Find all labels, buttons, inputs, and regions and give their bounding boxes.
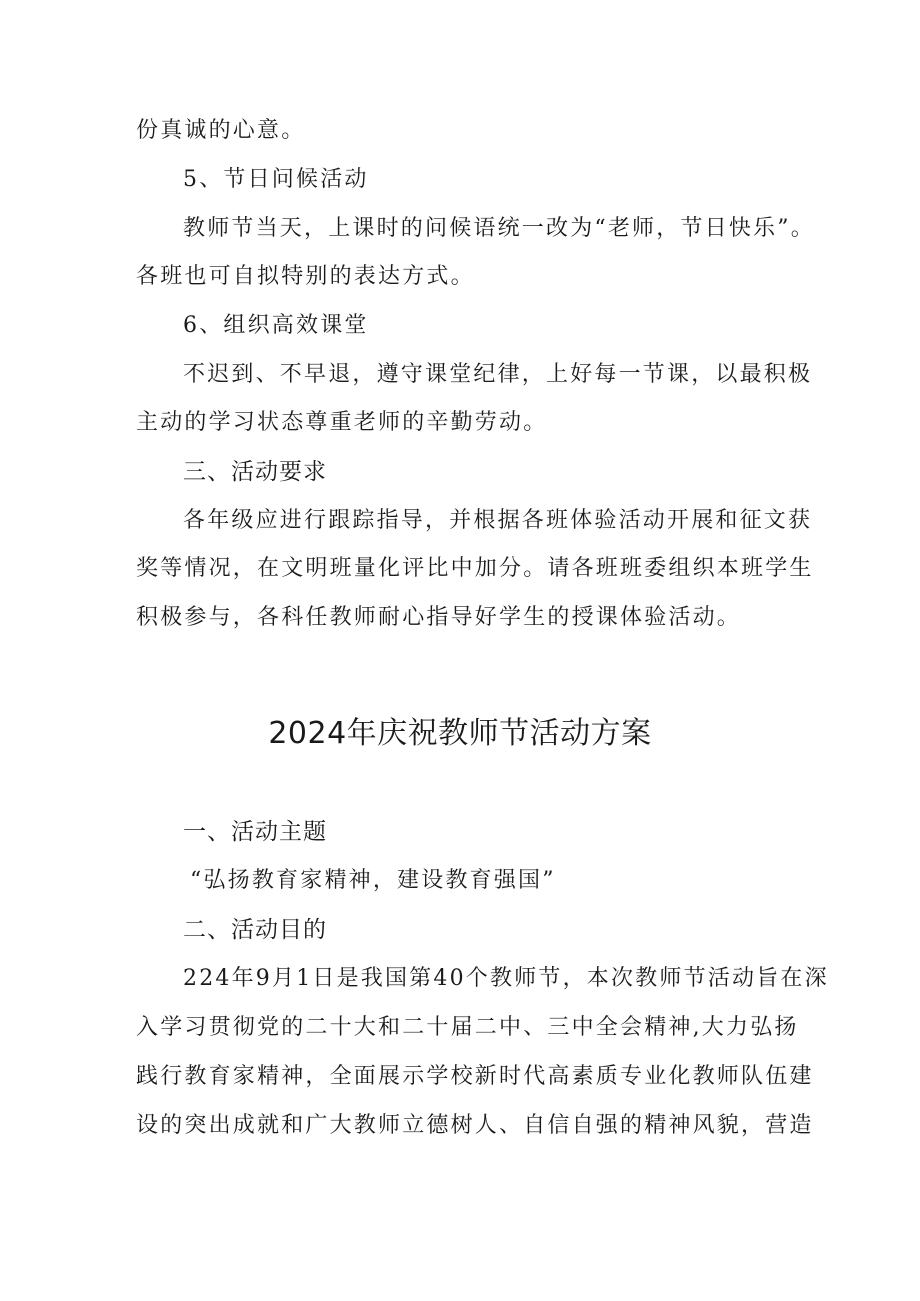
- paragraph-line: 不迟到、不早退，遵守课堂纪律，上好每一节课，以最积极: [183, 362, 813, 387]
- paragraph-line: 各年级应进行跟踪指导，并根据各班体验活动开展和征文获: [183, 508, 813, 533]
- paragraph-line: 各班也可自拟特别的表达方式。: [136, 264, 475, 289]
- document-title: 2024年庆祝教师节活动方案: [268, 716, 652, 751]
- paragraph-line: 入学习贯彻党的二十大和二十届二中、三中全会精神,大力弘扬: [136, 1015, 799, 1040]
- paragraph-line: 224年9月1日是我国第40个教师节，本次教师节活动旨在深: [183, 966, 829, 991]
- paragraph-line: 践行教育家精神，全面展示学校新时代高素质专业化教师队伍建: [136, 1064, 814, 1089]
- paragraph-line: 教师节当天，上课时的问候语统一改为“老师，节日快乐”。: [183, 216, 815, 241]
- subsection-heading: 6、组织高效课堂: [183, 313, 369, 338]
- paragraph-line: 份真诚的心意。: [136, 118, 306, 143]
- subsection-heading: 5、节日问候活动: [183, 167, 369, 192]
- theme-quote: “弘扬教育家精神，建设教育强国”: [190, 868, 556, 893]
- section-heading: 三、活动要求: [183, 459, 327, 485]
- paragraph-line: 积极参与，各科任教师耐心指导好学生的授课体验活动。: [136, 605, 742, 630]
- paragraph-line: 设的突出成就和广大教师立德树人、自信自强的精神风貌，营造: [136, 1113, 814, 1138]
- section-heading: 一、活动主题: [183, 819, 327, 845]
- paragraph-line: 主动的学习状态尊重老师的辛勤劳动。: [136, 410, 548, 435]
- paragraph-line: 奖等情况，在文明班量化评比中加分。请各班班委组织本班学生: [136, 556, 814, 581]
- section-heading: 二、活动目的: [183, 917, 327, 943]
